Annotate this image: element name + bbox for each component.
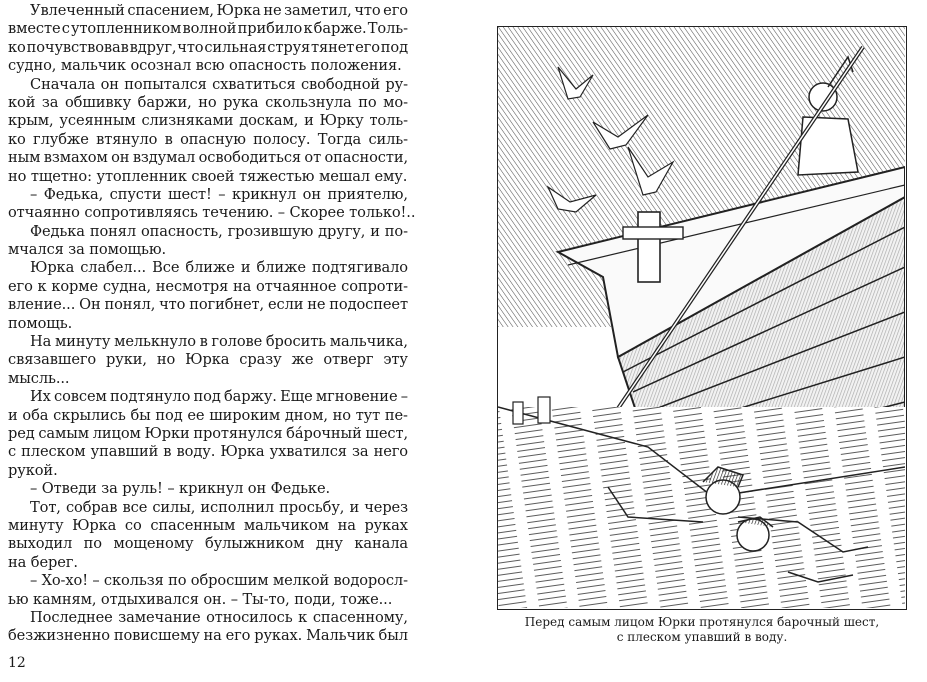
text-page [8,2,416,645]
text-line: помощь. [8,314,73,332]
text-line: безжизненно повисшему на его руках. Мальчик был [8,627,408,645]
text-line: вление... Он понял, что погибнет, если не подоспеет [8,296,408,314]
text-line: рукой. [8,461,58,479]
page-number: 12 [8,655,26,671]
text-line: мчался за помощью. [8,241,166,259]
text-line: – Хо-хо! – скользя по обросшим мелкой водоросл- [30,572,408,590]
text-line: Последнее замечание относилось к спасенному, [30,608,408,626]
distant-post [538,397,550,423]
text-line: судно, мальчик осознал всю опасность положения. [8,57,402,75]
text-line: минуту Юрка со спасенным мальчиком на руках [8,516,408,534]
text-line: На минуту мелькнуло в голове бросить мальчика, [30,333,408,351]
text-line: и оба скрылись бы под ее широким дном, но тут пе- [8,406,408,424]
caption-line: Перед самым лицом Юрки протянулся барочный шест, [524,615,880,629]
text-line: кой за обшивку баржи, но рука скользнула по мо- [8,93,408,111]
text-line: ред самым лицом Юрки протянулся ба́рочный шест, [8,424,408,442]
text-line: ью камням, отдыхивался он. – Ты-то, поди, тоже... [8,590,393,608]
text-line: ко глубже втянуло в опасную полосу. Тогда силь- [8,130,408,148]
text-line: но тщетно: утопленник своей тяжестью мешал ему. [8,167,408,185]
text-line: отчаянно сопротивляясь течению. – Скорее только!.. [8,204,416,222]
text-line: на берег. [8,553,78,571]
text-line: Федька понял опасность, грозившую другу, и по- [30,222,408,240]
text-line: выходил по мощеному булыжником дну канала [8,535,408,553]
text-line: Юрка слабел... Все ближе и ближе подтягивало [30,259,408,277]
text-line: вместе с утопленником волной прибило к барже. Толь- [8,20,408,38]
text-line: – Отведи за руль! – крикнул он Федьке. [30,480,331,498]
text-line: Их совсем подтянуло под баржу. Еще мгновение – [30,388,408,406]
text-line: Увлеченный спасением, Юрка не заметил, что его [30,2,408,19]
barge-rescue-illustration [498,27,905,608]
text-line: с плеском упавший в воду. Юрка ухватился за него [8,443,408,461]
illustration-caption [497,615,907,645]
caption-line: с плеском упавший в воду. [616,630,788,644]
text-line: Сначала он попытался схватиться свободной ру- [30,75,408,93]
illustration-frame [497,26,907,610]
text-line: связавшего руки, но Юрка сразу же отверг эту [8,351,408,369]
distant-post [513,402,523,424]
text-line: Тот, собрав все силы, исполнил просьбу, и через [30,498,408,516]
text-line: крым, усеянным слизняками доскам, и Юрку толь- [8,112,408,130]
text-line: ным взмахом он вздумал освободиться от опасности, [8,149,408,167]
text-line: его к корме судна, несмотря на отчаянное сопроти- [8,277,408,295]
text-line: мысль... [8,369,70,387]
text-line: ко почувствовав вдруг, что сильная струя тянет его под [8,38,408,56]
text-line: – Федька, спусти шест! – крикнул он приятелю, [30,185,408,203]
